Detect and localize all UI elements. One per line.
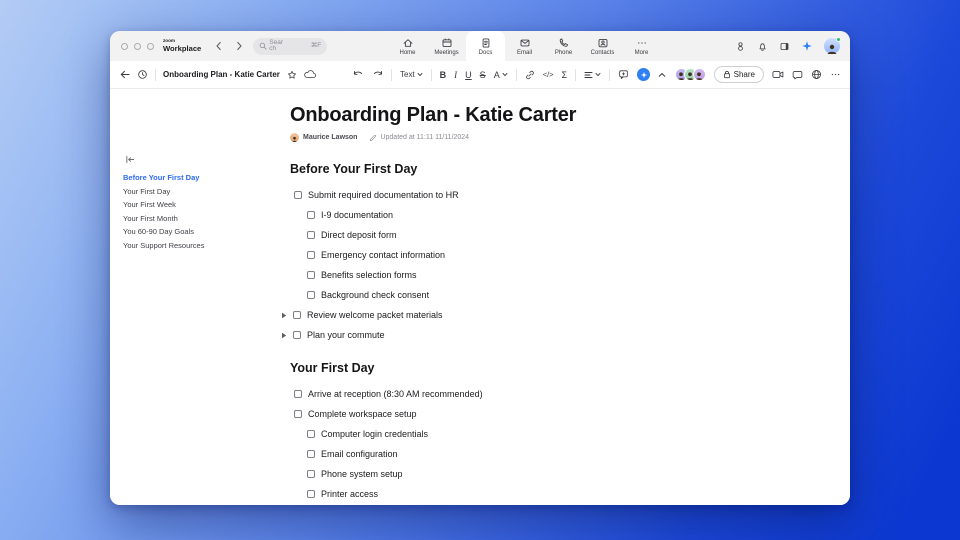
chevron-down-icon (417, 72, 423, 77)
bell-icon (757, 41, 768, 52)
chevron-right-icon (235, 41, 243, 51)
toolbar-divider (516, 69, 517, 81)
zoom-workplace-logo (163, 39, 201, 52)
phone-icon (558, 37, 570, 49)
updated-info (369, 134, 469, 142)
checkbox[interactable] (307, 271, 315, 279)
tab-contacts[interactable] (583, 31, 622, 61)
presence-online-dot (836, 37, 841, 42)
checklist-label: I-9 documentation (321, 210, 394, 220)
collaborator-avatar[interactable] (693, 68, 706, 81)
checkbox[interactable] (294, 390, 302, 398)
tab-more[interactable] (622, 31, 661, 61)
home-icon (402, 37, 414, 49)
checkbox[interactable] (293, 311, 301, 319)
checkbox[interactable] (307, 251, 315, 259)
checklist-label: Arrive at reception (8:30 AM recommended) (308, 389, 483, 399)
cloud-icon (304, 70, 316, 79)
strikethrough-button[interactable]: S (479, 69, 486, 80)
triangle-right-icon (281, 332, 287, 339)
start-video-button[interactable] (772, 70, 784, 79)
toolbar-divider (391, 69, 392, 81)
section-heading: Before Your First Day (290, 162, 418, 176)
doc-title-breadcrumb: Onboarding Plan - Katie Carter (163, 70, 280, 79)
lock-icon (723, 70, 731, 79)
toolbar-divider (575, 69, 576, 81)
person-silhouette-icon (291, 136, 298, 142)
search-shortcut: ⌘F (310, 41, 322, 49)
doc-section (290, 162, 740, 345)
checklist-row (290, 484, 740, 504)
doc-toolbar (110, 61, 850, 89)
titlebar (110, 31, 850, 61)
text-color-dropdown[interactable] (494, 70, 508, 80)
outline-item[interactable]: Your First Day (123, 186, 171, 196)
nav-forward-button[interactable] (234, 40, 244, 52)
chevron-up-icon (658, 72, 666, 78)
app-window (110, 31, 850, 505)
checkbox[interactable] (307, 450, 315, 458)
person-silhouette-icon (826, 43, 838, 54)
toolbar-divider (609, 69, 610, 81)
outline-item[interactable]: Before Your First Day (123, 173, 200, 182)
align-dropdown[interactable] (584, 71, 601, 79)
comments-panel-button[interactable] (792, 70, 803, 80)
section-heading: Your First Day (290, 361, 375, 375)
pencil-icon (369, 134, 377, 142)
toolbar-divider (155, 69, 156, 81)
checklist-label: Background check consent (321, 290, 430, 300)
checklist-row (290, 225, 740, 245)
checklist-label: Benefits selection forms (321, 270, 417, 280)
search-icon (259, 42, 267, 50)
share-button[interactable] (714, 66, 764, 83)
email-icon (519, 37, 531, 49)
checklist-label: Direct deposit form (321, 230, 397, 240)
tab-docs[interactable] (466, 31, 505, 61)
tab-label: Contacts (590, 49, 615, 56)
checklist-label: Computer login credentials (321, 429, 429, 439)
tab-meetings[interactable] (427, 31, 466, 61)
text-color-label: A (493, 69, 500, 80)
side-panel-icon (779, 41, 790, 52)
checklist-label: Review welcome packet materials (307, 310, 443, 320)
checklist-row (290, 285, 740, 305)
link-icon (525, 70, 535, 80)
contacts-icon (597, 37, 609, 49)
zoom-window-button[interactable] (147, 43, 154, 50)
share-label: Share (733, 70, 755, 79)
checklist-row (290, 384, 740, 404)
logo-workplace-text: Workplace (163, 44, 202, 53)
doc-back-button[interactable] (120, 70, 130, 79)
chevron-down-icon (502, 72, 508, 77)
expand-toggle[interactable] (281, 332, 293, 339)
formula-button[interactable]: Σ (561, 69, 568, 80)
tab-label: More (634, 49, 649, 56)
global-search-input[interactable] (253, 38, 327, 55)
more-options-button[interactable] (830, 69, 841, 80)
checklist-row (290, 424, 740, 444)
checklist-row (290, 404, 740, 424)
nav-back-button[interactable] (214, 40, 224, 52)
search-placeholder: Search (269, 38, 283, 53)
undo-button[interactable] (353, 70, 364, 79)
checkbox[interactable] (307, 430, 315, 438)
outline-item[interactable]: Your First Month (123, 213, 178, 223)
checklist-label: Printer access (321, 489, 379, 499)
checklist-row (290, 185, 740, 205)
redo-icon (372, 70, 383, 79)
outline-item[interactable]: You 60-90 Day Goals (123, 227, 195, 236)
toolbar-divider (431, 69, 432, 81)
minimize-window-button[interactable] (134, 43, 141, 50)
collapse-toolbar-button[interactable] (658, 72, 666, 78)
tab-label: Email (516, 49, 532, 56)
collaborator-avatars (675, 68, 706, 81)
video-camera-icon (772, 70, 784, 79)
checklist-row (290, 205, 740, 225)
author-name: Maurice Lawson (303, 134, 358, 141)
globe-icon (811, 69, 822, 80)
doc-title: Onboarding Plan - Katie Carter (290, 104, 577, 126)
insert-link-button[interactable] (525, 70, 535, 80)
ai-assist-button[interactable] (637, 68, 650, 81)
meetings-icon (441, 37, 453, 49)
tab-label: Meetings (434, 49, 459, 56)
checkbox[interactable] (307, 211, 315, 219)
checkbox[interactable] (294, 191, 302, 199)
checkbox[interactable] (307, 490, 315, 498)
outline-item[interactable]: Your Support Resources (123, 240, 205, 250)
checklist-row (290, 444, 740, 464)
collapse-left-icon (125, 155, 135, 164)
tab-email[interactable] (505, 31, 544, 61)
more-icon (636, 37, 648, 49)
doc-byline (290, 133, 740, 142)
checkbox[interactable] (307, 291, 315, 299)
recent-docs-button[interactable] (137, 69, 148, 80)
tab-label: Phone (554, 49, 573, 56)
updated-text: Updated at 11:11 11/11/2024 (380, 134, 470, 141)
collapse-outline-button[interactable] (125, 155, 135, 164)
doc-outline-sidebar (123, 151, 275, 252)
checklist-label: Email configuration (321, 449, 398, 459)
italic-button[interactable]: I (454, 69, 458, 80)
checklist-label: Plan your commute (307, 330, 385, 340)
checklist-row (290, 265, 740, 285)
expand-toggle[interactable] (281, 312, 293, 319)
redo-button[interactable] (372, 70, 383, 79)
checklist-label: Complete workspace setup (308, 409, 417, 419)
logo-zoom-text: zoom (163, 38, 175, 44)
triangle-right-icon (281, 312, 287, 319)
chevron-left-icon (215, 41, 223, 51)
publish-web-button[interactable] (811, 69, 822, 80)
checklist-label: Submit required documentation to HR (308, 190, 459, 200)
profile-avatar[interactable] (824, 38, 840, 54)
chevron-down-icon (595, 72, 601, 77)
ellipsis-icon (830, 69, 841, 80)
code-block-button[interactable]: </> (542, 69, 554, 79)
star-icon (287, 70, 297, 80)
favorite-button[interactable] (287, 70, 297, 80)
align-left-icon (584, 71, 593, 79)
sync-status-button[interactable] (304, 70, 316, 79)
checklist-row (290, 464, 740, 484)
side-panel-button[interactable] (779, 41, 790, 52)
person-silhouette-icon (694, 71, 704, 80)
checklist-label: Emergency contact information (321, 250, 446, 260)
tab-label: Docs (478, 49, 493, 56)
checklist-label: Phone system setup (321, 469, 403, 479)
outline-item[interactable]: Your First Week (123, 200, 176, 209)
bold-button[interactable]: B (439, 69, 447, 80)
clock-icon (137, 69, 148, 80)
checklist-row (290, 325, 740, 345)
checkbox[interactable] (293, 331, 301, 339)
text-style-dropdown[interactable] (400, 70, 423, 79)
checkbox[interactable] (307, 470, 315, 478)
checklist-row (290, 305, 740, 325)
window-controls (121, 43, 154, 50)
undo-icon (353, 70, 364, 79)
chat-bubble-icon (792, 70, 803, 80)
checkbox[interactable] (294, 410, 302, 418)
checkbox[interactable] (307, 231, 315, 239)
activity-button[interactable] (735, 41, 746, 52)
ai-sparkle-icon (801, 40, 813, 52)
docs-icon (480, 37, 492, 49)
underline-button[interactable]: U (465, 69, 472, 80)
doc-section (290, 361, 740, 504)
tab-phone[interactable] (544, 31, 583, 61)
notifications-button[interactable] (757, 41, 768, 52)
add-comment-button[interactable] (618, 69, 629, 80)
doc-content-area (110, 89, 850, 505)
text-style-label: Text (400, 70, 415, 79)
tab-label: Home (399, 49, 416, 56)
ai-companion-button[interactable] (801, 40, 813, 52)
activity-icon (735, 41, 746, 52)
sparkle-icon (640, 71, 648, 79)
app-nav-tabs (388, 31, 661, 61)
arrow-left-icon (120, 70, 130, 79)
doc-body (290, 89, 740, 504)
author-avatar (290, 133, 299, 142)
close-window-button[interactable] (121, 43, 128, 50)
tab-home[interactable] (388, 31, 427, 61)
checklist-row (290, 245, 740, 265)
comment-plus-icon (618, 69, 629, 80)
